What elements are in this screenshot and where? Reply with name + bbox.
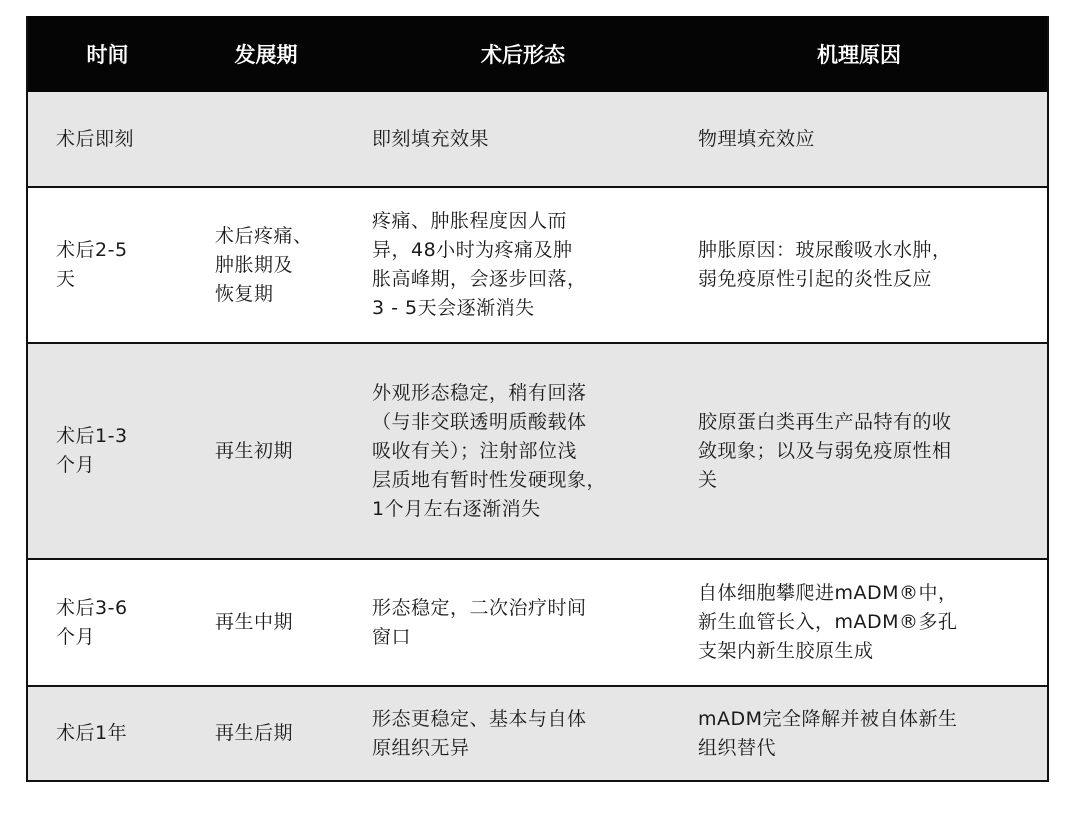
header-form: 术后形态 [481, 43, 565, 67]
cell-form: 形态稳定，二次治疗时间 窗口 [372, 596, 587, 648]
cell-reason: 物理填充效应 [698, 127, 816, 150]
table [28, 16, 1047, 782]
cell-reason: mADM完全降解并被自体新生 组织替代 [698, 707, 958, 759]
cell-time: 术后2-5 天 [56, 239, 128, 290]
cell-time: 术后1-3 个月 [56, 425, 128, 476]
cell-form: 即刻填充效果 [372, 127, 490, 150]
table-row [28, 187, 1047, 343]
cell-form: 形态更稳定、基本与自体 原组织无异 [372, 707, 587, 759]
table-body [28, 92, 1047, 781]
recovery-timeline-table [26, 16, 1049, 782]
cell-period: 再生初期 [215, 439, 294, 462]
table-row [28, 92, 1047, 187]
header-time: 时间 [86, 43, 129, 67]
header-period: 发展期 [234, 43, 298, 67]
cell-form: 外观形态稳定，稍有回落 （与非交联透明质酸载体 吸收有关）；注射部位浅 层质地有暂时性发硬现象， 1个月左右逐渐消失 [372, 381, 607, 520]
cell-time: 术后1年 [56, 722, 128, 744]
cell-time: 术后即刻 [56, 127, 135, 150]
table-row [28, 559, 1047, 686]
table-row [28, 686, 1047, 781]
table-row [28, 343, 1047, 559]
cell-reason: 肿胀原因：玻尿酸吸水水肿， 弱免疫原性引起的炎性反应 [698, 239, 952, 290]
cell-form: 疼痛、肿胀程度因人而 异，48小时为疼痛及肿 胀高峰期，会逐步回落， 3 - 5天会逐渐消失 [372, 210, 587, 319]
cell-time: 术后3-6 个月 [56, 596, 128, 648]
cell-period: 术后疼痛、 肿胀期及 恢复期 [215, 224, 313, 305]
cell-period [187, 92, 345, 187]
header-reason: 机理原因 [817, 43, 901, 67]
table-header [28, 16, 1047, 92]
cell-reason: 自体细胞攀爬进mADM®中， 新生血管长入，mADM®多孔 支架内新生胶原生成 [698, 582, 958, 662]
cell-period: 再生后期 [215, 722, 294, 744]
cell-reason: 胶原蛋白类再生产品特有的收 敛现象；以及与弱免疫原性相 关 [698, 410, 952, 491]
header-row [28, 16, 1047, 92]
cell-period: 再生中期 [215, 611, 294, 633]
